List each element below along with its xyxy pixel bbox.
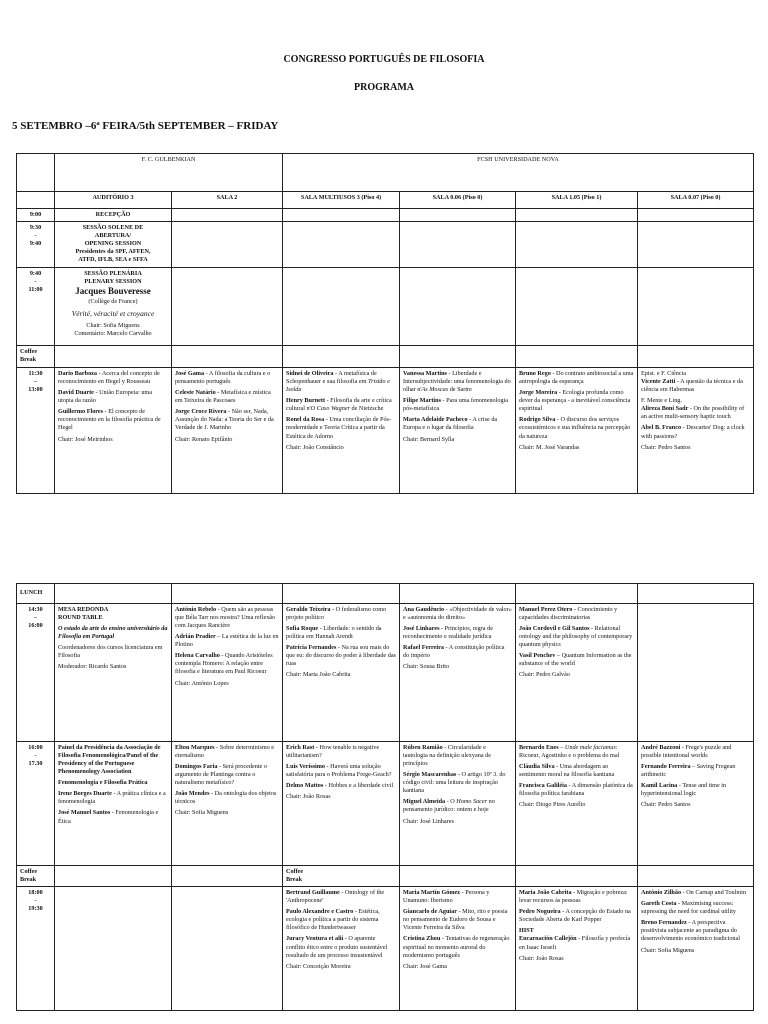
session-cell: José Gama - A filosofia da cultura e o pensamento português Celeste Natário - Metafísica e mística em Teixeira de Pascoaes Jorge Croce Rivera - Não ser, Nada, Assunção do Nada: a Teoria do Ser e da Verdade de J. Marinho Chair: Renato Epifânio [172,368,283,494]
session-cell: Ana Gaudêncio - «Objectividade de valor» e «autonomia do direito» José Linhares - Princípios, regra de reconhecimento e realidade jurídica Rafael Ferreira - A constituição política do império Chair: Sousa Brito [400,604,516,742]
opening-session-cell: SESSÃO SOLENE DE ABERTURA/ OPENING SESSION Presidentes da SPF, AFFEN, ATFD, IFLB, SEA e SFFA [55,222,172,268]
session-cell: Vanessa Martins - Liberdade e Intersubjectividade: uma fenomenologia do olhar n'As Moscas de Sartre Filipe Martins - Para uma fenomenologia pós-metafísica Marta Adelaide Pacheco - A crise da Europa e o lugar da filosofia Chair: Bernard Sylla [400,368,516,494]
row-lunch [17,584,754,604]
schedule-table-morning [16,153,754,494]
room-label: SALA 0.06 (Piso 0) [400,192,516,209]
plenary-talk-title: Vérité, véracité et croyance [71,308,155,318]
round-table-cell: MESA REDONDA ROUND TABLE O estado da arte do ensino universitário da Filosofia em Portugal Coordenadores dos cursos licenciatura em Filosofia Moderador: Ricardo Santos [55,604,172,742]
time-cell: 9:40 - 11:00 [17,268,55,346]
room-label: SALA MULTIUSOS 3 (Piso 4) [283,192,400,209]
row-9-40 [17,268,754,346]
room-label: SALA 0.07 (Piso 0) [638,192,754,209]
schedule-table-afternoon [16,583,754,1011]
session-cell: Elton Marques - Sobre determinismo e eternalismo Domingos Faria - Será procedente o argumento de Plantinga contra o naturalismo metafísico? João Mendes - Da ontologia dos objetos técnicos Chair: Sofia Miguens [172,742,283,866]
document-subtitle: PROGRAMA [354,82,414,93]
document-title: CONGRESSO PORTUGUÊS DE FILOSOFIA [283,54,485,65]
reception-cell: RECEPÇÃO [55,209,172,222]
row-16-00 [17,742,754,866]
room-label: AUDITÓRIO 3 [55,192,172,209]
coffee-break-label: Coffee Break [283,866,400,887]
venue-gulbenkian: F. C. GULBENKIAN [55,154,283,192]
time-cell: 18:00 - 19:30 [17,887,55,1011]
day-heading: 5 SETEMBRO –6ª FEIRA/5th SEPTEMBER – FRIDAY [12,120,279,132]
plenary-speaker: Jacques Bouveresse [75,286,151,297]
session-cell: António Rebelo - Quem são as pessoas que Béla Tarr nos mostra? Uma reflexão com Jacques Rancière Adrián Pradier – La estética de la luz en Plotino Helena Carvalho - Quando Aristóteles contempla Homero: A relação entre filosofia e literatura em Paul Ricoeur Chair: António Lopes [172,604,283,742]
session-cell: Sidnei de Oliveira - A metafísica de Schopenhauer e sua filosofia em Tristão e Isolda Henry Burnett - Filosofia da arte e crítica cultural n'O Caso Wagner de Nietzsche Ronel da Rosa - Uma conciliação de Pós-modernidade e Teoria Crítica a partir da Estética de Adorno Chair: João Constâncio [283,368,400,494]
coffee-break-label: Coffee Break [17,346,55,368]
room-label: SALA 2 [172,192,283,209]
session-cell: Bertrand Guillaume - Ontology of the 'Anthropocene' Paulo Alexandre e Castro - Estética, ecologia e política a partir do sistema filosófico de Hundertwasser Juracy Ventura et alii - O aparente conflito ético entre o produto sustentável resultado de um processo insustentável Chair: Conceição Moreira [283,887,400,1011]
time-cell: 9:30 - 9:40 [17,222,55,268]
row-18-00 [17,887,754,1011]
lunch-label: LUNCH [17,584,55,604]
session-cell: Bernardo Enes – Unde male faciamus: Ricoeur, Agostinho e o problema do mal Cláudia Silva - Uma abordagem ao sentimento moral na filosofia kantiana Francisca Galiléia - A dimensão platónica da filosofia política farabiana Chair: Diogo Pires Aurélio [516,742,638,866]
row-11-30 [17,368,754,494]
row-coffee-break [17,346,754,368]
time-cell: 16:00 - 17.30 [17,742,55,866]
row-14-30 [17,604,754,742]
panel-cell: Painel da Presidência da Associação de Filosofia Fenomenológica/Panel of the Presidency of the Portuguese Phenomenology Association Fenomenologia e Filosofia Prática Irene Borges Duarte - A prática clínica e a fenomenologia José Manuel Santos - Fenomenologia e Ética [55,742,172,866]
row-9-30 [17,222,754,268]
session-cell: Geraldo Teixeira - O federalismo como projeto político Sofia Roque - Liberdade: o sentido da política em Hannah Arendt Patrícia Fernandes - Na rua sou mais do que eu: do discurso do poder à liberdade das ruas Chair: Marta João Cabrita [283,604,400,742]
venue-row [17,154,754,192]
time-cell: 9:00 [17,209,55,222]
session-cell: Maria João Cabrita - Migração e pobreza: levar recursos às pessoas Pedro Nogueira - A concepção do Estado na Sociedade Aberta de Karl Popper HIST Encarnación Callejón - Filosofía y profecía en Isaac Israeli Chair: João Rosas [516,887,638,1011]
time-cell: 11:30 – 13:00 [17,368,55,494]
session-cell: Dario Barboza - Acerca del concepto de reconocimiento en Hegel y Rousseau David Duarte - União Europeia: uma utopia da razão Guillermo Flores - El concepto de reconocimiento en la filosofía práctica de Hegel Chair: José Meirinhos [55,368,172,494]
session-cell: André Bazzoni - Frege's puzzle and possible intentional worlds Fernando Ferreira – Saving Fregean arithmetic Kamil Lacina - Tense and time in hyperintensional logic Chair: Pedro Santos [638,742,754,866]
session-cell: Erich Rast - How tenable is negative utilitarianism? Luís Veríssimo - Haverá uma solução satisfatória para o Problema Frege-Geach? Delmo Mattos - Hobbes e a liberdade civil Chair: João Rosas [283,742,400,866]
session-cell: Rúben Ramião - Circularidade e tautologia na definição ulexyana de princípios Sérgio Mascarenhas - O artigo 10º 3. do código civil: uma leitura de inspiração kantiana Miguel Almeida - O Homo Sacer no pensamento jurídico: ontem e hoje Chair: José Linhares [400,742,516,866]
plenary-session-cell: SESSÃO PLENÁRIA PLENARY SESSION Jacques Bouveresse (Collège de France) Vérité, véracité et croyance Chair: Sofia Miguens Comentário: Marcelo Carvalho [55,268,172,346]
session-cell: Manuel Perez Otero - Conocimiento y capacidades discriminatorias João Cordovil e Gil Santos - Relational ontology and the philosophy of contemporary quantum physics Vasil Penchev – Quantum Information as the substance of the world Chair: Pedro Galvão [516,604,638,742]
session-cell: António Zilhão - On Carnap and Toulmin Gareth Costa - Maximising success: supressing the need for cardinal utility Breno Fernandez - A perspectiva positivista subjacente ao paradigma do desenvolvimento económico tradicional Chair: Sofia Miguens [638,887,754,1011]
session-cell: Epist. e F. Ciência Vicente Zatti - A questão da técnica e da ciência em Habermas F. Mente e Ling. Alireza Boni Sadr - On the possibility of an active multi-sensory haptic touch Abel B. Franco - Descartes' Dog: a clock with passions? Chair: Pedro Santos [638,368,754,494]
time-cell: 14:30 – 16:00 [17,604,55,742]
row-coffee-break-2 [17,866,754,887]
row-9-00 [17,209,754,222]
venue-fcsh: FCSH UNIVERSIDADE NOVA [283,154,754,192]
room-label: SALA 1.05 (Piso 1) [516,192,638,209]
session-cell: Bruno Rego - Do contrato ambiosocial a uma antropologia da esperança Jorge Moreira - Ecologia profunda como dever da esperança - a inevitável consciência espiritual Rodrigo Silva - O discurso dos serviços ecossistémicos e sua influência na percepção da natureza Chair: M. José Varandas [516,368,638,494]
coffee-break-label: Coffee Break [17,866,55,887]
rooms-row [17,192,754,209]
session-cell: Maria Martín Gómez - Persona y Unamuno: Iberismo Giancarlo de Aguiar - Mito, rito e poesia no pensamento de Eudoro de Sousa e Vicente Ferreira da Silva Cristina Zhou - Tentativas de regeneração espiritual no momento auroral do modernismo português Chair: José Gama [400,887,516,1011]
